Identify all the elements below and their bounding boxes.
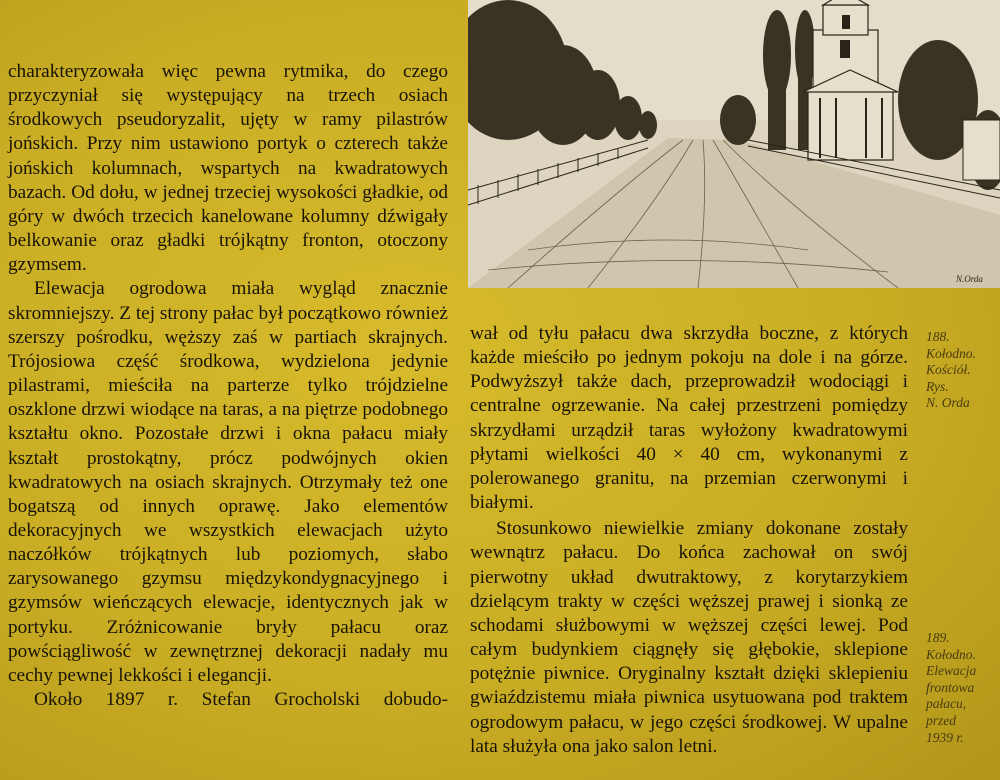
caption-figure-188 (926, 329, 998, 412)
drawing-signature: N.Orda (956, 274, 983, 284)
middle-text-column (470, 322, 908, 759)
caption-189-number: 189. (926, 630, 950, 645)
caption-189-line: pałacu, (926, 696, 967, 712)
paragraph-portico: charakteryzowała więc pewna rytmika, do czego przyczyniał się występujący na trzech osiach środkowych pseudoryzalit, ujęty w ramy pilastrów jońskich. Przy nim ustawiono portyk o czterech także jońskich kolumnach, wspartych na kwadratowych bazach. Od dołu, w jednej trzeciej wysokości gładkie, od góry w dwóch trzecich kanelowane kolumny dźwigały belkowanie oraz gładki trójkątny fronton, otoczony gzymsem. (8, 61, 448, 276)
caption-188-number: 188. (926, 329, 950, 344)
caption-188-line: Rys. (926, 378, 949, 394)
paragraph-1897: Około 1897 r. Stefan Grocholski dobudo- (34, 689, 448, 711)
caption-189-line: Kołodno. (926, 646, 976, 662)
caption-189-line: frontowa (926, 679, 975, 695)
caption-188-line: N. Orda (926, 395, 970, 411)
caption-189-line: Elewacja (926, 663, 977, 679)
caption-189-line: 1939 r. (926, 729, 964, 745)
caption-188-line: Kościół. (926, 362, 971, 378)
left-text-column (8, 60, 448, 712)
church-drawing (468, 0, 1000, 288)
paragraph-interior: Stosunkowo niewielkie zmiany dokonane zostały wewnątrz pałacu. Do końca zachował on swój pierwotny układ dwutraktowy, z korytarzykiem dzielącym trakty w części węższej prawej i sionką ze schodami służbowymi w węższej części lewej. Pod całym budynkiem ciągnęły się głębokie, sklepione potężnie piwnice. Oryginalny kształt dzięki sklepieniu gwiaździstemu miała piwnica usytuowana pod traktem ogrodowym pałacu, w jego części środkowej. W upalne lata służyła ona jako salon letni. (470, 518, 908, 757)
paragraph-wings: wał od tyłu pałacu dwa skrzydła boczne, z których każde mieściło po jednym pokoju na dole i na górze. Podwyższył także dach, przeprowadził wodociągi i centralne ogrzewanie. Na całej przestrzeni pomiędzy skrzydłami urządził taras wyłożony kwadratowymi płytami wielkości 40 × 40 cm, wykonanymi z polerowanego granitu, na przemian czerwonymi i białymi. (470, 323, 908, 514)
caption-188-line: Kołodno. (926, 345, 976, 361)
caption-figure-189 (926, 630, 998, 746)
paragraph-garden-elevation: Elewacja ogrodowa miała wygląd znacznie skromniejszy. Z tej strony pałac był początkowo również szerszy pośrodku, węższy zaś w partiach skrajnych. Trójosiowa część środkowa, wydzielona jedynie pilastrami, mieściła na parterze tylko trójdzielne oszklone drzwi wiodące na taras, a na piętrze podobnego kształtu okno. Pozostałe drzwi i okna pałacu miały kształt prostokątny, prócz podwójnych okien kwadratowych na osiach skrajnych. Otrzymały też one bogatszą od innych oprawę. Jako elementów dekoracyjnych we wszystkich elewacjach użyto naczółków trójkątnych lub poziomych, słabo zarysowanego gzymsu międzykondygnacyjnego i gzymsów wieńczących elewacje, identycznych jak w portyku. Zróżnicowanie bryły pałacu oraz powściągliwość w zewnętrznej dekoracji nadały mu cechy pewnej lekkości i elegancji. (8, 278, 448, 686)
church-illustration (468, 0, 1000, 288)
caption-189-line: przed (926, 712, 956, 728)
